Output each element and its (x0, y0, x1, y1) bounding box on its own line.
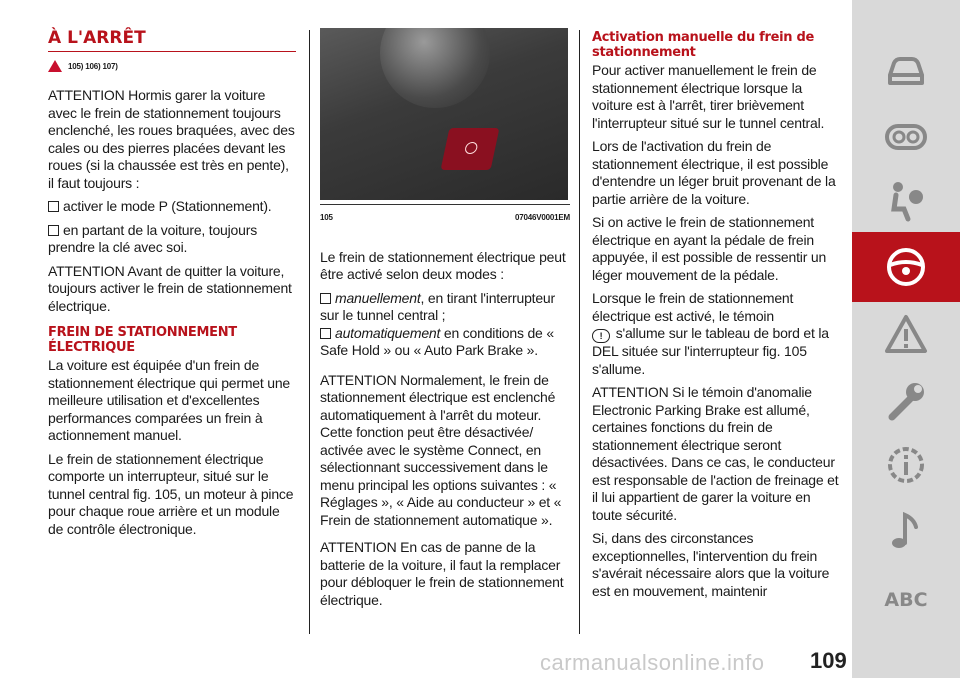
music-note-icon (884, 509, 928, 553)
paragraph-3: Si on active le frein de stationnement électrique en ayant la pédale de frein appuyée, il est possible de ressentir un léger mouvement de la pédale. (592, 214, 827, 283)
chapter-tab-driving[interactable] (852, 232, 960, 302)
index-abc-label: ABC (884, 589, 928, 611)
chapter-tab-safety[interactable] (852, 166, 960, 236)
bullet-emphasis: manuellement (335, 289, 421, 306)
subsection-heading: FREIN DE STATIONNEMENT ÉLECTRIQUE (48, 325, 237, 355)
chapter-sidebar (852, 0, 960, 678)
attention-paragraph-1: ATTENTION Hormis garer la voiture avec le frein de stationnement toujours enclenché, les roues braquées, avec des cales ou des pierres placées devant les roues (si la chaussée est très en pente), il faut toujours : (48, 87, 295, 191)
paragraph-1: Le frein de stationnement électrique peut être activé selon deux modes : (320, 248, 566, 282)
section-title: À L'ARRÊT (48, 30, 296, 52)
chapter-tab-emergency[interactable] (852, 300, 960, 370)
column-1 (48, 30, 296, 544)
column-divider (579, 30, 580, 634)
parking-brake-symbol-icon (464, 142, 479, 154)
bullet-text: activer le mode P (Stationnement). (63, 198, 272, 214)
paragraph-text: s'allume sur le tableau de bord et la DEL située sur l'interrupteur fig. 105 s'allume. (592, 325, 829, 377)
column-divider (309, 30, 310, 634)
bullet-text: en conditions de « Safe Hold » ou « Auto Park Brake ». (320, 324, 554, 358)
bullet-emphasis: automatiquement (335, 324, 441, 341)
bullet-item-1 (320, 290, 570, 325)
figure-caption (320, 204, 570, 227)
warning-refs-text: 105) 106) 107) (68, 61, 118, 71)
paragraph-2: Lors de l'activation du frein de stationnement électrique, il est possible d'entendre un léger bruit provenant de la partie arrière de la voiture. (592, 138, 836, 207)
bullet-item-1 (48, 198, 296, 216)
bullet-item-2 (48, 222, 296, 257)
checkbox-bullet-icon (320, 328, 331, 339)
paragraph-1: Pour activer manuellement le frein de stationnement électrique lorsque la voiture est à l'arrêt, tirer brièvement l'interrupteur situé sur le tunnel central. (592, 62, 825, 131)
car-icon (884, 49, 928, 93)
paragraph-4 (592, 290, 840, 378)
checkbox-bullet-icon (48, 201, 59, 212)
attention-paragraph: ATTENTION Si le témoin d'anomalie Electronic Parking Brake est allumé, certaines fonctions du frein de stationnement électrique seront désactivées. Dans ce cas, le conducteur est responsable de l'action de freinage et il lui appartient de garer la voiture en toute sécurité. (592, 384, 839, 523)
figure-parking-brake-switch (320, 28, 568, 200)
page-number: 109 (810, 648, 847, 673)
paragraph-4: Le frein de stationnement électrique comporte un interrupteur, situé sur le tunnel central fig. 105, un moteur à pince pour chaque roue arrière et un module de contrôle électronique. (48, 450, 294, 537)
paragraph-6: Si, dans des circonstances exceptionnelles, l'intervention du frein s'avérait nécessaire alors que la voiture est en mouvement, maintenir (592, 530, 830, 599)
info-gear-icon (884, 443, 928, 487)
figure-code: 07046V0001EM (515, 213, 570, 222)
checkbox-bullet-icon (320, 293, 331, 304)
chapter-tab-dashboard[interactable] (852, 101, 960, 171)
attention-paragraph-battery: ATTENTION En cas de panne de la batterie de la voiture, il faut la remplacer pour débloquer le frein de stationnement électrique. (320, 539, 564, 608)
attention-paragraph-2: ATTENTION Avant de quitter la voiture, toujours activer le frein de stationnement électrique. (48, 262, 292, 314)
warning-triangle-icon (884, 313, 928, 357)
brake-warning-light-icon: ! (592, 329, 610, 343)
warning-triangle-icon (48, 60, 62, 72)
wrench-icon (884, 379, 928, 423)
parking-brake-switch-image (441, 128, 500, 170)
subsection-heading: Activation manuelle du frein de stationnement (592, 30, 814, 60)
chapter-tab-technical-data[interactable] (852, 430, 960, 500)
paragraph-text: Lorsque le frein de stationnement électrique est activé, le témoin (592, 290, 794, 324)
chapter-tab-vehicle[interactable] (852, 36, 960, 106)
column-2 (320, 30, 570, 615)
bullet-text: en partant de la voiture, toujours prendre la clé avec soi. (48, 221, 257, 255)
chapter-tab-maintenance[interactable] (852, 366, 960, 436)
rotary-knob-image (380, 28, 490, 108)
dashboard-gauges-icon (884, 114, 928, 158)
checkbox-bullet-icon (48, 225, 59, 236)
chapter-tab-multimedia[interactable] (852, 496, 960, 566)
watermark: carmanualsonline.info (540, 650, 765, 675)
paragraph-3: La voiture est équipée d'un frein de stationnement électrique qui permet une meilleure utilisation et d'excellentes performances comparées un frein à actionnement manuel. (48, 357, 291, 443)
column-3 (592, 30, 840, 606)
chapter-tab-index[interactable] (852, 565, 960, 635)
bullet-item-2 (320, 325, 570, 360)
bullet-text: , en tirant l'interrupteur sur le tunnel central ; (320, 289, 555, 323)
attention-paragraph: ATTENTION Normalement, le frein de stationnement électrique est enclenché automatiquement à l'arrêt du moteur. Cette fonction peut être désactivée/ activée avec le système Connect, en sélectionnant successivement dans le menu principal les options suivantes : « Réglages », « Aide au conducteur » et « Frein de stationnement automatique ». (320, 371, 562, 528)
warning-refs (48, 58, 296, 76)
steering-wheel-icon (884, 245, 928, 289)
airbag-seat-icon (884, 179, 928, 223)
figure-number: 105 (320, 213, 333, 222)
